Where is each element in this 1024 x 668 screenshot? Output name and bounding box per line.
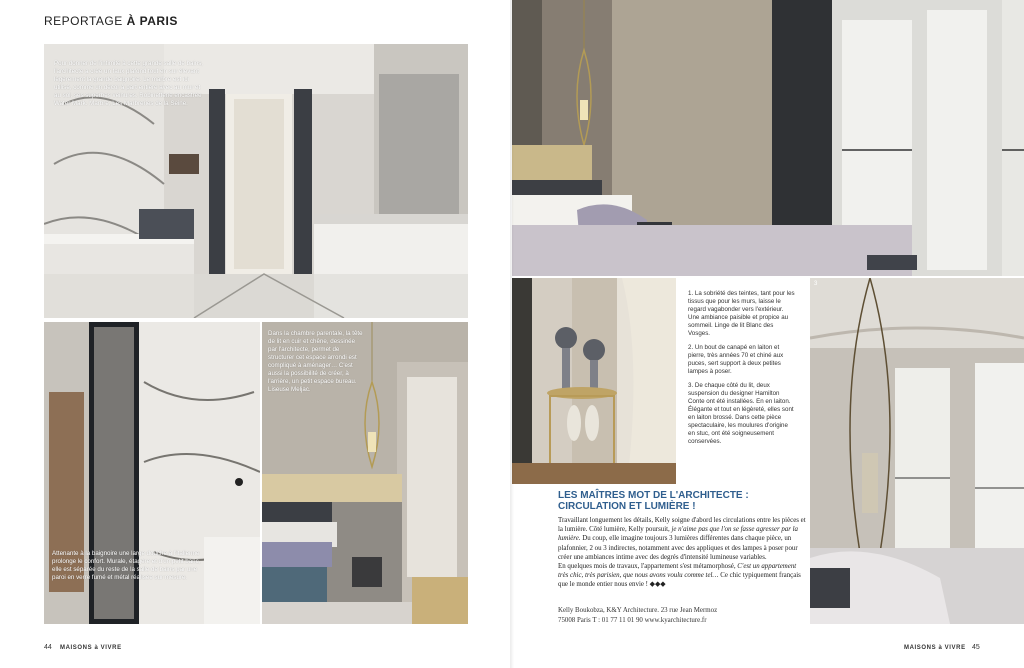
note-1: 1. La sobriété des teintes, tant pour les tissus que pour les murs, laisse le regard vagabonder vers l'extérieur. Une ambiance paisible et propice au sommeil. Linge de lit Blanc des Vosges. xyxy=(688,290,795,337)
section-header xyxy=(44,14,178,28)
photo-shower xyxy=(44,322,260,624)
architect-credit xyxy=(558,606,808,626)
magazine-logo-left: MAISONS à VIVRE xyxy=(60,645,122,651)
body-part-4: Ce chic typiquement français que le monde entier nous envie ! ◆◆◆ xyxy=(558,572,801,589)
photo-notes xyxy=(688,290,796,452)
article-title-line1: LES MAÎTRES MOT DE L'ARCHITECTE : xyxy=(558,490,749,501)
credit-line-1: Kelly Boukobza, K&Y Architecture. 23 rue Jean Mermoz xyxy=(558,607,718,614)
photo-number-2: 2 xyxy=(680,280,684,286)
page-spine xyxy=(510,0,514,668)
article-body xyxy=(558,516,808,590)
caption-bedroom: Dans la chambre parentale, la tête de lit en cuir et chêne, dessinée par l'architecte, permet de structurer cet espace arrondi est compliqué à aménager… C'est aussi la possibilité de créer, à l'arrière, un petit espace bureau. Liseuse Meljac. xyxy=(268,330,363,393)
section-label: REPORTAGE xyxy=(44,14,123,28)
note-3: 3. De chaque côté du lit, deux suspension du designer Hamilton Conte ont été installées. En en laiton. Élégante et tout en légèreté, elles sont en laiton brossé. Dans cette pièce spectaculaire, les moulures d'origine en stuc, ont été soigneusement conservées. xyxy=(688,382,794,445)
body-part-3: En quelques mois de travaux, l'appartement s'est métamorphosé, xyxy=(558,563,738,571)
photo-bedroom-pendant xyxy=(262,322,468,624)
photo-bathroom xyxy=(44,44,468,318)
body-part-1: Travaillant longuement les détails, Kelly soigne d'abord les circulations entre les pièces et la lumière. Côté lumière, Kelly poursuit, xyxy=(558,517,806,534)
article-title xyxy=(558,490,808,512)
caption-shower: Attenante à la baignoire une large douche à l'italienne prolonge le confort. Murale, étagère et d'un petit banc, elle est séparée du reste de la salle de bains par une paroi en verre fumé et métal réalisée sur mesure. xyxy=(52,550,201,581)
page-number-left: 44 xyxy=(44,644,52,651)
page-number-right: 45 xyxy=(972,644,980,651)
photo-side-lamps xyxy=(512,278,676,484)
caption-bathroom: Pour donner de l'intimité à cette grande salle de bains, l'architecte a créé un faux plafond tout en sur élevant légèrement la grande baignoire. Le marbre est ici utilisé, comme un décor à part entière avec au mur et au sol, ses superbes veinures. Robinetterie encastrée Water Mark. Marbre, Les Marbreries de la Seine. xyxy=(54,60,204,107)
section-place: À PARIS xyxy=(126,14,178,28)
photo-number-3: 3 xyxy=(814,281,818,287)
body-part-2: Du coup, elle imagine toujours 3 lumières différentes dans chaque pièce, un plafonnier, 2 ou 3 indirectes, notamment avec des appliques et des lampes à poser pour créer une ambiances intime avec des degrés d'intensité lumineuse variables. xyxy=(558,535,798,561)
article-title-line2: CIRCULATION ET LUMIÈRE ! xyxy=(558,501,696,512)
magazine-logo-right: MAISONS à VIVRE xyxy=(904,645,966,651)
body-quote-2: C'est un appartement très chic, très parisien, que nous avons voulu comme tel… xyxy=(558,563,797,580)
note-2: 2. Un bout de canapé en laiton et pierre, très années 70 et chiné aux puces, sert support à deux petites lampes à poser. xyxy=(688,344,784,375)
credit-line-2: 75008 Paris T : 01 77 11 01 90 www.kyarchitecture.fr xyxy=(558,617,707,624)
photo-bedroom-windows xyxy=(512,0,1024,276)
photo-pendant-room xyxy=(810,278,1024,624)
body-quote-1: je n'aime pas que l'on se fasse agresser par la lumière. xyxy=(558,526,799,543)
